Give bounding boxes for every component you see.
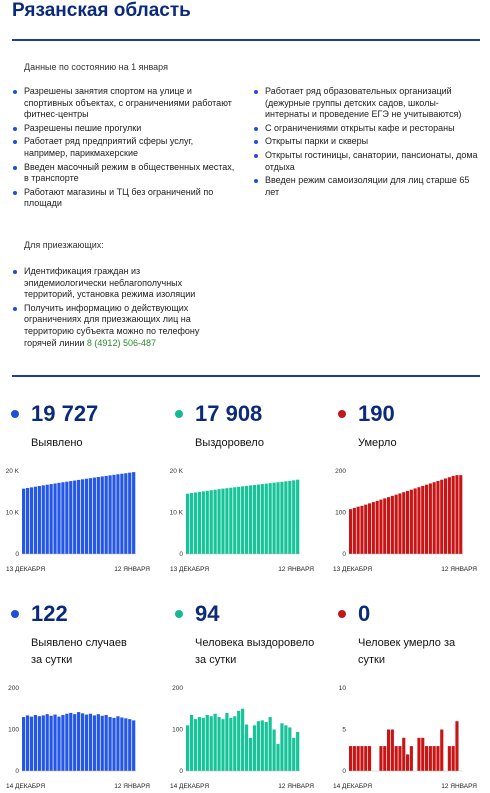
chart-bar xyxy=(292,480,295,554)
chart-bar xyxy=(132,472,135,554)
list-item: Разрешены занятия спортом на улице и спортивных объектах, с ограничениями работают фитнес-центры xyxy=(13,86,238,121)
x-tick-label: 14 ДЕКАБРЯ xyxy=(333,783,373,790)
x-tick-label: 12 ЯНВАРЯ xyxy=(278,566,314,573)
chart-bar xyxy=(77,480,80,554)
y-tick-label: 100 xyxy=(335,509,346,517)
chart-bar xyxy=(186,494,189,554)
x-tick-label: 14 ДЕКАБРЯ xyxy=(170,783,210,790)
chart-bar xyxy=(116,474,119,554)
chart-bar xyxy=(296,480,299,554)
chart-bar xyxy=(30,487,33,554)
chart-bar xyxy=(50,484,53,554)
chart-bar xyxy=(77,712,80,771)
x-tick-label: 12 ЯНВАРЯ xyxy=(278,783,314,790)
list-item: Введен режим самоизоляции для лиц старше 65 лет xyxy=(254,175,479,198)
list-item: С ограничениями открыты кафе и рестораны xyxy=(254,123,479,135)
chart-bar xyxy=(398,746,401,771)
chart-deaths-cumulative xyxy=(331,463,479,575)
blue-dot-icon xyxy=(11,410,19,418)
y-tick-label: 100 xyxy=(172,726,183,734)
chart-bar xyxy=(349,746,352,771)
chart-bar xyxy=(265,484,268,554)
chart-bar xyxy=(120,474,123,554)
chart-bar xyxy=(452,476,455,554)
chart-bar xyxy=(73,714,76,771)
bullet-icon xyxy=(254,179,258,183)
bar-chart-svg xyxy=(4,680,152,792)
bullet-icon xyxy=(13,127,17,131)
bullet-icon xyxy=(254,127,258,131)
chart-bar xyxy=(194,492,197,554)
green-dot-icon xyxy=(175,410,183,418)
chart-bar xyxy=(406,754,409,771)
chart-bar xyxy=(206,491,209,554)
chart-recovered-cumulative xyxy=(168,463,316,575)
stat-label: Выявлено xyxy=(31,437,83,449)
y-tick-label: 10 xyxy=(338,685,346,692)
chart-bar xyxy=(186,725,189,771)
stat-value: 190 xyxy=(358,401,395,426)
chart-bar xyxy=(89,478,92,554)
chart-bar xyxy=(202,718,205,771)
y-tick-label: 0 xyxy=(179,551,183,558)
chart-bar xyxy=(444,478,447,554)
chart-bar xyxy=(85,715,88,771)
chart-bar xyxy=(61,715,64,771)
chart-bar xyxy=(421,738,424,771)
chart-bar xyxy=(22,717,25,771)
region-title: Рязанская область xyxy=(12,0,191,21)
chart-bar xyxy=(73,481,76,555)
list-item: Работает ряд образовательных организаций (дежурные группы детских садов, школы-интернаты и проведение ЕГЭ не учитываются) xyxy=(254,86,479,121)
arrivals-heading: Для приезжающих: xyxy=(24,240,104,250)
chart-bar xyxy=(395,495,398,554)
y-tick-label: 0 xyxy=(179,768,183,775)
chart-bar xyxy=(391,496,394,554)
chart-bar xyxy=(276,744,279,771)
chart-bar xyxy=(97,714,100,771)
x-tick-label: 13 ДЕКАБРЯ xyxy=(6,566,46,573)
y-tick-label: 0 xyxy=(15,551,19,558)
y-tick-label: 20 K xyxy=(169,468,183,475)
chart-bar xyxy=(101,476,104,554)
restrictions-list-left xyxy=(13,86,238,212)
list-item: Разрешены пешие прогулки xyxy=(13,123,238,135)
bullet-icon xyxy=(254,90,258,94)
chart-bar xyxy=(198,492,201,554)
chart-bar xyxy=(53,483,56,554)
chart-bar xyxy=(292,738,295,771)
chart-bar xyxy=(402,738,405,771)
chart-bar xyxy=(261,484,264,554)
chart-bar xyxy=(353,746,356,771)
chart-bar xyxy=(38,486,41,554)
y-tick-label: 10 K xyxy=(5,509,19,517)
chart-bar xyxy=(202,491,205,554)
chart-bar xyxy=(101,716,104,771)
y-tick-label: 5 xyxy=(342,726,346,734)
bar-chart-svg xyxy=(168,680,316,792)
chart-bar xyxy=(357,746,360,771)
chart-bar xyxy=(376,501,379,554)
chart-bar xyxy=(38,716,41,771)
stat-label: Человек умерло за сутки xyxy=(358,637,456,666)
bar-chart-svg xyxy=(4,463,152,575)
chart-bar xyxy=(288,481,291,554)
chart-bar xyxy=(50,716,53,771)
chart-bar xyxy=(425,485,428,554)
chart-bar xyxy=(57,483,60,554)
header-divider xyxy=(12,39,480,41)
chart-bar xyxy=(210,490,213,554)
chart-bar xyxy=(448,746,451,771)
chart-bar xyxy=(85,479,88,554)
chart-bar xyxy=(217,489,220,554)
chart-bar xyxy=(120,717,123,771)
chart-bar xyxy=(455,721,458,771)
chart-bar xyxy=(425,746,428,771)
y-tick-label: 20 K xyxy=(5,468,19,475)
arrivals-list xyxy=(13,266,223,351)
y-tick-label: 0 xyxy=(342,768,346,775)
green-dot-icon xyxy=(175,610,183,618)
chart-bar xyxy=(280,482,283,554)
bar-chart-svg xyxy=(331,463,479,575)
chart-bar xyxy=(429,746,432,771)
chart-bar xyxy=(280,723,283,771)
chart-bar xyxy=(97,477,100,554)
chart-bar xyxy=(81,713,84,771)
chart-bar xyxy=(46,485,49,554)
chart-bar xyxy=(284,481,287,554)
chart-bar xyxy=(383,498,386,554)
chart-bar xyxy=(272,483,275,554)
bullet-icon xyxy=(13,166,17,170)
chart-bar xyxy=(440,480,443,554)
chart-bar xyxy=(105,476,108,554)
y-tick-label: 100 xyxy=(8,726,19,734)
list-item: Работает ряд предприятий сферы услуг, например, парикмахерские xyxy=(13,136,238,159)
chart-bar xyxy=(217,717,220,771)
bullet-icon xyxy=(13,90,17,94)
chart-bar xyxy=(221,719,224,771)
chart-bar xyxy=(421,486,424,554)
chart-bar xyxy=(198,717,201,771)
chart-bar xyxy=(225,488,228,554)
chart-recovered-daily xyxy=(168,680,316,792)
chart-bar xyxy=(26,715,29,771)
chart-bar xyxy=(364,505,367,554)
chart-bar xyxy=(221,489,224,554)
bullet-icon xyxy=(13,307,17,311)
chart-deaths-daily xyxy=(331,680,479,792)
chart-bar xyxy=(414,488,417,554)
chart-bar xyxy=(30,717,33,771)
restrictions-list-right xyxy=(254,86,479,200)
chart-bar xyxy=(245,725,248,771)
chart-bar xyxy=(272,730,275,772)
x-tick-label: 13 ДЕКАБРЯ xyxy=(170,566,210,573)
chart-bar xyxy=(417,738,420,771)
chart-bar xyxy=(368,503,371,554)
chart-bar xyxy=(214,490,217,554)
chart-bar xyxy=(261,720,264,771)
chart-bar xyxy=(128,473,131,554)
chart-bar xyxy=(26,488,29,554)
chart-bar xyxy=(372,502,375,554)
chart-bar xyxy=(349,509,352,554)
list-item: Работают магазины и ТЦ без ограничений по площади xyxy=(13,187,238,210)
chart-bar xyxy=(22,489,25,554)
chart-bar xyxy=(257,485,260,554)
chart-bar xyxy=(387,730,390,772)
stat-label: Выздоровело xyxy=(195,437,264,449)
chart-bar xyxy=(429,483,432,554)
x-tick-label: 12 ЯНВАРЯ xyxy=(114,566,150,573)
chart-bar xyxy=(276,482,279,554)
y-tick-label: 0 xyxy=(342,551,346,558)
list-item: Открыты гостиницы, санатории, пансионаты, дома отдыха xyxy=(254,150,479,173)
y-tick-label: 0 xyxy=(15,768,19,775)
bullet-icon xyxy=(254,140,258,144)
chart-bar xyxy=(406,491,409,554)
chart-bar xyxy=(288,727,291,771)
chart-bar xyxy=(229,488,232,554)
bullet-icon xyxy=(254,154,258,158)
chart-bar xyxy=(455,475,458,554)
as-of-date: Данные по состоянию на 1 января xyxy=(24,62,168,72)
chart-bar xyxy=(357,507,360,554)
chart-bar xyxy=(65,714,68,771)
chart-bar xyxy=(383,746,386,771)
blue-dot-icon xyxy=(11,610,19,618)
stat-value: 19 727 xyxy=(31,401,99,426)
x-tick-label: 12 ЯНВАРЯ xyxy=(114,783,150,790)
chart-bar xyxy=(241,709,244,771)
chart-bar xyxy=(42,485,45,554)
chart-bar xyxy=(391,730,394,772)
chart-bar xyxy=(237,487,240,554)
y-tick-label: 10 K xyxy=(169,509,183,517)
chart-bar xyxy=(105,715,108,771)
chart-bar xyxy=(57,717,60,771)
chart-bar xyxy=(206,715,209,771)
chart-bar xyxy=(108,475,111,554)
chart-bar xyxy=(46,714,49,771)
chart-bar xyxy=(402,492,405,554)
chart-bar xyxy=(233,487,236,554)
chart-bar xyxy=(265,722,268,771)
stat-label: Выявлено случаев за сутки xyxy=(31,637,127,666)
hotline-phone-link[interactable]: 8 (4912) 506-487 xyxy=(86,337,156,348)
list-item: Введен масочный режим в общественных местах, в транспорте xyxy=(13,162,238,185)
chart-bar xyxy=(225,713,228,771)
chart-bar xyxy=(241,486,244,554)
x-tick-label: 12 ЯНВАРЯ xyxy=(441,566,477,573)
chart-bar xyxy=(210,716,213,771)
chart-bar xyxy=(214,714,217,771)
stat-value: 122 xyxy=(31,601,68,626)
chart-bar xyxy=(124,473,127,554)
chart-confirmed-cumulative xyxy=(4,463,152,575)
chart-bar xyxy=(296,732,299,771)
stat-label: Человека выздоровело за сутки xyxy=(195,637,315,666)
chart-bar xyxy=(459,475,462,554)
stat-value: 0 xyxy=(358,601,371,626)
chart-bar xyxy=(34,487,37,554)
chart-bar xyxy=(368,746,371,771)
chart-bar xyxy=(379,500,382,554)
chart-bar xyxy=(61,482,64,554)
chart-bar xyxy=(395,746,398,771)
chart-bar xyxy=(360,506,363,554)
chart-bar xyxy=(360,746,363,771)
chart-bar xyxy=(53,715,56,771)
bullet-icon xyxy=(13,140,17,144)
chart-bar xyxy=(42,715,45,771)
stat-label: Умерло xyxy=(358,437,397,449)
chart-bar xyxy=(436,481,439,554)
chart-bar xyxy=(69,481,72,554)
chart-bar xyxy=(237,711,240,771)
chart-bar xyxy=(398,493,401,554)
chart-bar xyxy=(269,717,272,771)
red-dot-icon xyxy=(338,410,346,418)
chart-bar xyxy=(364,746,367,771)
chart-bar xyxy=(128,719,131,771)
chart-bar xyxy=(284,725,287,771)
x-tick-label: 14 ДЕКАБРЯ xyxy=(6,783,46,790)
y-tick-label: 200 xyxy=(8,685,19,692)
chart-bar xyxy=(229,718,232,771)
chart-bar xyxy=(116,716,119,771)
chart-bar xyxy=(190,715,193,771)
chart-bar xyxy=(69,713,72,771)
chart-bar xyxy=(194,719,197,771)
chart-bar xyxy=(353,508,356,554)
chart-bar xyxy=(410,490,413,554)
chart-bar xyxy=(34,715,37,771)
chart-bar xyxy=(233,716,236,771)
chart-bar xyxy=(436,746,439,771)
list-item: Открыты парки и скверы xyxy=(254,136,479,148)
chart-bar xyxy=(410,746,413,771)
chart-confirmed-daily xyxy=(4,680,152,792)
chart-bar xyxy=(93,715,96,771)
chart-bar xyxy=(124,718,127,771)
list-item: Получить информацию о действующих ограничениях для приезжающих лиц на территорию субъекта можно по телефону горячей линии 8 (4912) 506-487 xyxy=(13,303,223,349)
x-tick-label: 13 ДЕКАБРЯ xyxy=(333,566,373,573)
chart-bar xyxy=(433,482,436,554)
chart-bar xyxy=(249,485,252,554)
list-item: Идентификация граждан из эпидемиологически неблагополучных территорий, установка режима изоляции xyxy=(13,266,223,301)
chart-bar xyxy=(81,479,84,554)
bar-chart-svg xyxy=(331,680,479,792)
chart-bar xyxy=(269,483,272,554)
chart-bar xyxy=(433,746,436,771)
chart-bar xyxy=(452,746,455,771)
chart-bar xyxy=(190,493,193,554)
y-tick-label: 200 xyxy=(172,685,183,692)
x-tick-label: 12 ЯНВАРЯ xyxy=(441,783,477,790)
stat-value: 94 xyxy=(195,601,220,626)
chart-bar xyxy=(253,485,256,554)
chart-bar xyxy=(132,720,135,771)
chart-bar xyxy=(387,497,390,554)
chart-bar xyxy=(93,478,96,554)
y-tick-label: 200 xyxy=(335,468,346,475)
red-dot-icon xyxy=(338,610,346,618)
chart-bar xyxy=(112,475,115,554)
chart-bar xyxy=(65,482,68,554)
bullet-icon xyxy=(13,191,17,195)
chart-bar xyxy=(89,714,92,771)
chart-bar xyxy=(112,718,115,771)
chart-bar xyxy=(249,738,252,771)
chart-bar xyxy=(257,721,260,771)
chart-bar xyxy=(108,717,111,771)
chart-bar xyxy=(253,725,256,771)
bullet-icon xyxy=(13,270,17,274)
section-divider xyxy=(12,375,480,377)
chart-bar xyxy=(245,486,248,554)
bar-chart-svg xyxy=(168,463,316,575)
chart-bar xyxy=(417,487,420,554)
chart-bar xyxy=(448,477,451,554)
chart-bar xyxy=(379,746,382,771)
chart-bar xyxy=(440,730,443,772)
stat-value: 17 908 xyxy=(195,401,263,426)
